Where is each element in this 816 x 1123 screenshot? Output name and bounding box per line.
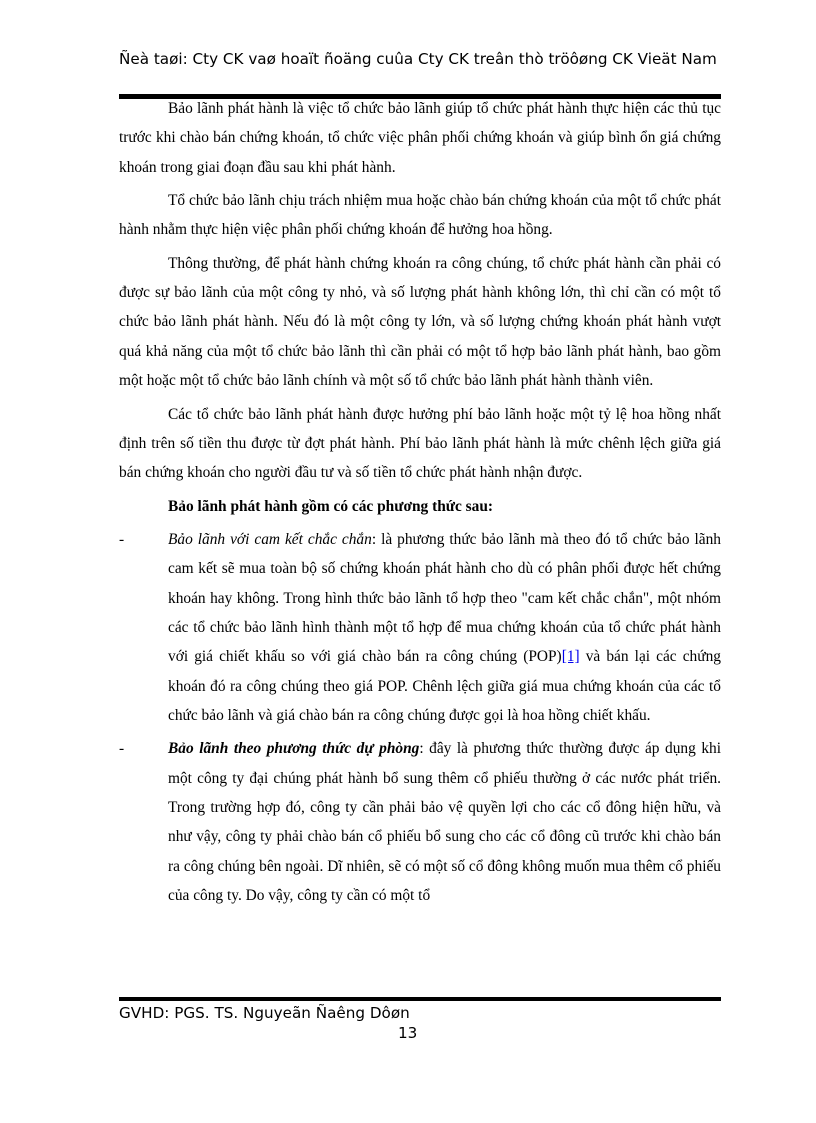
paragraph: Thông thường, để phát hành chứng khoán ra công chúng, tổ chức phát hành cần phải có được sự bảo lãnh của một công ty nhỏ, và số lượng phát hành không lớn, thì chỉ cần có một tổ chức bảo lãnh phát hành. Nếu đó là một công ty lớn, và số lượng chứng khoán phát hành vượt quá khả năng của một tổ chức bảo lãnh thì cần phải có một tổ hợp bảo lãnh phát hành, bao gồm một hoặc một tổ chức bảo lãnh chính và một số tổ chức bảo lãnh phát hành thành viên. <box>119 254 721 390</box>
footer-divider <box>119 997 721 1001</box>
section-heading: Bảo lãnh phát hành gồm có các phương thức sau: <box>168 497 494 515</box>
list-item-text: và bán lại các chứng khoán đó ra công chúng theo giá POP. Chênh lệch giữa giá mua chứng khoán của các tổ chức bảo lãnh và giá chào bán ra công chúng được gọi là hoa hồng chiết khấu. <box>168 648 721 724</box>
list-item-text: : đây là phương thức thường được áp dụng khi một công ty đại chúng phát hành bổ sung thêm cổ phiếu thường ở các nước phát triển. Trong trường hợp đó, công ty cần phải bảo vệ quyền lợi cho các cổ đông hiện hữu, và như vậy, công ty phải chào bán cổ phiếu bổ sung cho các cổ đông cũ trước khi chào bán ra công chúng bên ngoài. Dĩ nhiên, sẽ có một số cổ đông không muốn mua thêm cổ phiếu của công ty. Do vậy, công ty cần có một tổ <box>168 740 721 904</box>
list-item-text: : là phương thức bảo lãnh mà theo đó tổ chức bảo lãnh cam kết sẽ mua toàn bộ số chứng khoán phát hành cho dù có phân phối được hết chứng khoán hay không. Trong hình thức bảo lãnh tổ hợp theo "cam kết chắc chắn", một nhóm các tổ chức bảo lãnh hình thành một tổ hợp để mua chứng khoán của tổ chức phát hành với giá chiết khấu so với giá chào bán ra công chúng (POP) <box>168 531 721 666</box>
page-body <box>119 94 721 914</box>
list-dash: - <box>119 740 125 758</box>
paragraph: Tổ chức bảo lãnh chịu trách nhiệm mua hoặc chào bán chứng khoán của một tổ chức phát hành nhằm thực hiện việc phân phối chứng khoán để hưởng hoa hồng. <box>119 192 721 239</box>
footer-advisor: GVHD: PGS. TS. Nguyeãn Ñaêng Dôøn <box>119 1004 410 1022</box>
list-item-term: Bảo lãnh theo phương thức dự phòng <box>168 740 420 758</box>
paragraph: Bảo lãnh phát hành là việc tổ chức bảo lãnh giúp tổ chức phát hành thực hiện các thủ tục trước khi chào bán chứng khoán, tổ chức việc phân phối chứng khoán và giúp bình ổn giá chứng khoán trong giai đoạn đầu sau khi phát hành. <box>119 100 721 176</box>
list-dash: - <box>119 531 125 549</box>
list-item-term: Bảo lãnh với cam kết chắc chắn <box>168 531 372 549</box>
running-header: Ñeà taøi: Cty CK vaø hoaït ñoäng cuûa Cty CK treân thò tröôøng CK Vieät Nam <box>119 50 717 68</box>
list-item-firm-commitment <box>119 525 721 730</box>
list-item-standby <box>119 734 721 910</box>
paragraph: Các tổ chức bảo lãnh phát hành được hưởng phí bảo lãnh hoặc một tỷ lệ hoa hồng nhất định trên số tiền thu được từ đợt phát hành. Phí bảo lãnh phát hành là mức chênh lệch giữa giá bán chứng khoán cho người đầu tư và số tiền tổ chức phát hành nhận được. <box>119 405 721 482</box>
footnote-link[interactable]: [1] <box>561 648 580 666</box>
page-number: 13 <box>398 1024 418 1042</box>
